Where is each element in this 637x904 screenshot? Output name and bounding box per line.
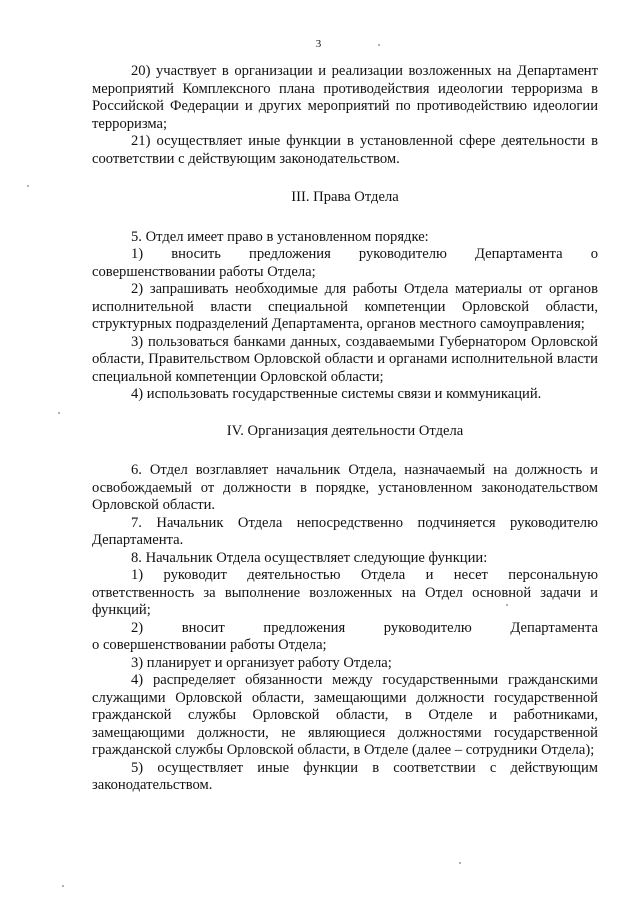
scan-speck xyxy=(506,604,508,606)
clause-5: 5. Отдел имеет право в установленном порядке: xyxy=(131,228,429,245)
item-20: 20) участвует в организации и реализации возложенных на Департамент мероприятий Комплексного плана противодействия идеологии терроризма в Российской Федерации и других мероприятий по противодействию идеологии терроризма; xyxy=(92,63,598,132)
rights-item-2: 2) запрашивать необходимые для работы Отдела материалы от органов исполнительной власти специальной компетенции Орловской области, структурных подразделений Департамента, органов местного самоуправления; xyxy=(92,281,598,332)
section-heading-organization: IV. Организация деятельности Отдела xyxy=(226,422,464,439)
function-item-2: 2) вносит предложения руководителю Департамента xyxy=(131,619,598,636)
rights-item-4: 4) использовать государственные системы связи и коммуникаций. xyxy=(131,386,542,402)
clause-7: 7. Начальник Отдела непосредственно подчиняется руководителю Департамента. xyxy=(92,514,598,548)
rights-item-1: 1) вносить предложения руководителю Департамента о совершенствовании работы Отдела; xyxy=(92,246,598,280)
scan-speck xyxy=(459,862,461,864)
scan-speck xyxy=(58,412,60,414)
clause-6: 6. Отдел возглавляет начальник Отдела, назначаемый на должность и освобождаемый от должности в порядке, установленном законодательством Орловской области. xyxy=(92,462,598,513)
document-body xyxy=(92,63,598,795)
clause-8: 8. Начальник Отдела осуществляет следующие функции: xyxy=(131,549,488,566)
function-item-4: 4) распределяет обязанности между государственными гражданскими служащими Орловской области, замещающими должности государственной гражданской службы Орловской области, в Отделе и работниками, замещающими должности, не являющиеся должностями государственной гражданской службы Орловской области, в Отделе (далее – сотрудники Отдела); xyxy=(92,672,598,758)
function-item-5: 5) осуществляет иные функции в соответствии с действующим законодательством. xyxy=(92,759,598,793)
scan-speck xyxy=(62,885,64,887)
section-heading-rights: III. Права Отдела xyxy=(291,189,399,205)
function-item-3: 3) планирует и организует работу Отдела; xyxy=(131,654,392,671)
page-number: 3 xyxy=(315,38,322,50)
function-item-1: 1) руководит деятельностью Отдела и несет персональную ответственность за выполнение возложенных на Отдел основной задачи и функций; xyxy=(92,567,598,618)
scan-speck xyxy=(27,185,29,187)
function-item-2-continuation: о совершенствовании работы Отдела; xyxy=(92,637,327,653)
scan-speck xyxy=(378,44,380,46)
rights-item-3: 3) пользоваться банками данных, создаваемыми Губернатором Орловской области, Правительством Орловской области и органами исполнительной власти специальной компетенции Орловской области; xyxy=(92,333,598,385)
item-21: 21) осуществляет иные функции в установленной сфере деятельности в соответствии с действующим законодательством. xyxy=(92,133,598,167)
